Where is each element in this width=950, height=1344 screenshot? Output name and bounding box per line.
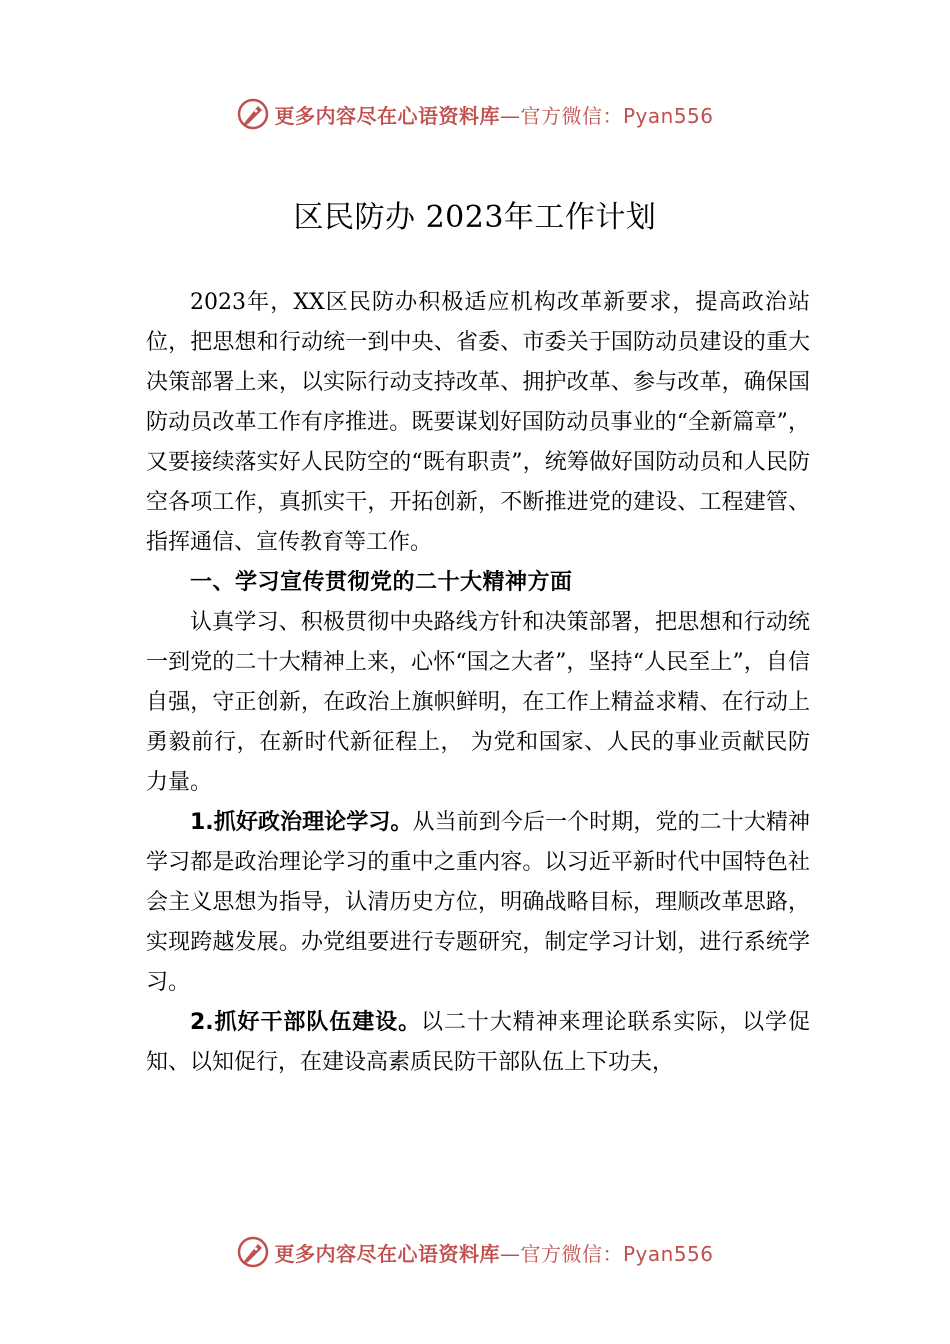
banner-text: 更多内容尽在心语资料库—官方微信：Pyan556 [274, 103, 714, 128]
item-1-lead: 1.抓好政治理论学习。 [190, 810, 413, 835]
footer-banner [0, 1232, 950, 1272]
item-1-body: 从当前到今后一个时期，党的二十大精神学习都是政治理论学习的重中之重内容。以习近平新时代中国特色社会主义思想为指导，认清历史方位，明确战略目标，理顺改革思路，实现跨越发展。办党组要进行专题研究，制定学习计划，进行系统学习。 [146, 810, 810, 995]
item-2-paragraph [146, 1003, 810, 1083]
item-2-body: 以二十大精神来理论联系实际，以学促知、以知促行，在建设高素质民防干部队伍上下功夫， [146, 1010, 810, 1075]
document-body [146, 283, 810, 1083]
item-2-lead: 2.抓好干部队伍建设。 [190, 1010, 422, 1035]
section-heading: 一、学习宣传贯彻党的二十大精神方面 [190, 570, 573, 595]
header-banner [0, 94, 950, 134]
document-title: 区民防办 2023年工作计划 [293, 200, 657, 235]
pen-nib-logo-icon [236, 97, 270, 131]
intro-paragraph: 2023年，XX区民防办积极适应机构改革新要求，提高政治站位，把思想和行动统一到中央、省委、市委关于国防动员建设的重大决策部署上来，以实际行动支持改革、拥护改革、参与改革，确保国防动员改革工作有序推进。既要谋划好国防动员事业的“全新篇章”，又要接续落实好人民防空的“既有职责”，统筹做好国防动员和人民防空各项工作，真抓实干，开拓创新，不断推进党的建设、工程建管、指挥通信、宣传教育等工作。 [146, 290, 810, 555]
pen-nib-logo-icon [236, 1235, 270, 1269]
item-1-paragraph [146, 803, 810, 1003]
banner-text: 更多内容尽在心语资料库—官方微信：Pyan556 [274, 1241, 714, 1266]
section-paragraph: 认真学习、积极贯彻中央路线方针和决策部署，把思想和行动统一到党的二十大精神上来，心怀“国之大者”，坚持“人民至上”，自信自强，守正创新，在政治上旗帜鲜明，在工作上精益求精、在行动上勇毅前行，在新时代新征程上， 为党和国家、人民的事业贡献民防力量。 [146, 610, 810, 795]
